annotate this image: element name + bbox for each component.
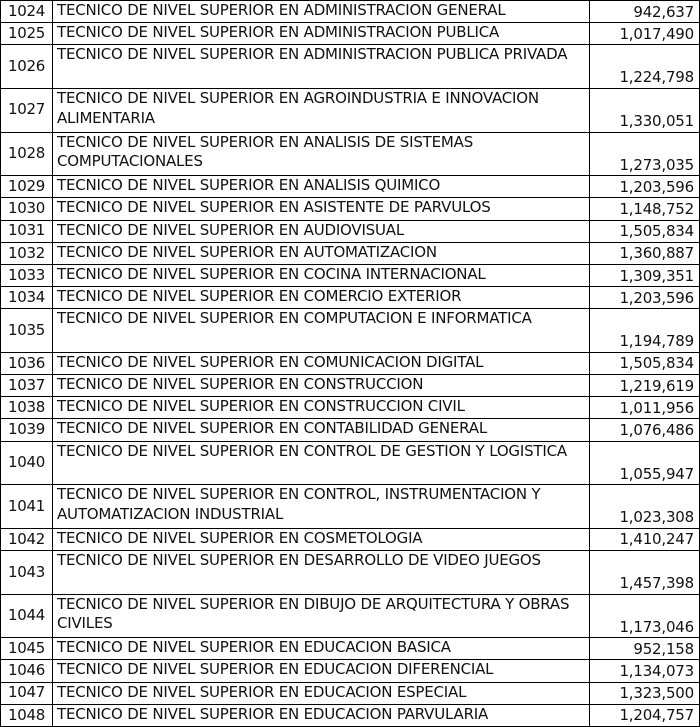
- row-code: 1024: [1, 1, 53, 23]
- row-code: 1026: [1, 45, 53, 89]
- row-amount: 1,023,308: [590, 485, 700, 529]
- row-name: TECNICO DE NIVEL SUPERIOR EN DIBUJO DE ARQUITECTURA Y OBRAS CIVILES: [53, 594, 590, 638]
- row-name: TECNICO DE NIVEL SUPERIOR EN COSMETOLOGIA: [53, 528, 590, 550]
- table-row: [1, 551, 700, 595]
- row-name: TECNICO DE NIVEL SUPERIOR EN COMERCIO EXTERIOR: [53, 287, 590, 309]
- row-amount: 1,134,073: [590, 660, 700, 682]
- table-row: [1, 45, 700, 89]
- row-code: 1048: [1, 704, 53, 726]
- row-amount: 1,203,596: [590, 176, 700, 198]
- table-row: [1, 375, 700, 397]
- row-code: 1036: [1, 352, 53, 374]
- row-code: 1030: [1, 198, 53, 220]
- table-row: [1, 176, 700, 198]
- row-code: 1045: [1, 638, 53, 660]
- table-row: [1, 352, 700, 374]
- row-name: TECNICO DE NIVEL SUPERIOR EN ASISTENTE DE PARVULOS: [53, 198, 590, 220]
- row-name: TECNICO DE NIVEL SUPERIOR EN CONTROL, INSTRUMENTACION Y AUTOMATIZACION INDUSTRIAL: [53, 485, 590, 529]
- row-name: TECNICO DE NIVEL SUPERIOR EN AUDIOVISUAL: [53, 220, 590, 242]
- row-amount: 1,224,798: [590, 45, 700, 89]
- table-row: [1, 264, 700, 286]
- row-amount: 1,194,789: [590, 309, 700, 353]
- table-body: [1, 1, 700, 727]
- table-row: [1, 287, 700, 309]
- row-code: 1044: [1, 594, 53, 638]
- row-amount: 1,505,834: [590, 352, 700, 374]
- row-code: 1040: [1, 441, 53, 485]
- table-row: [1, 682, 700, 704]
- row-name: TECNICO DE NIVEL SUPERIOR EN COMUNICACION DIGITAL: [53, 352, 590, 374]
- row-amount: 1,017,490: [590, 23, 700, 45]
- table-row: [1, 660, 700, 682]
- table-row: [1, 594, 700, 638]
- row-name: TECNICO DE NIVEL SUPERIOR EN CONTROL DE GESTION Y LOGISTICA: [53, 441, 590, 485]
- row-amount: 1,204,757: [590, 704, 700, 726]
- table-row: [1, 704, 700, 726]
- row-code: 1029: [1, 176, 53, 198]
- row-amount: 1,457,398: [590, 551, 700, 595]
- row-code: 1027: [1, 88, 53, 132]
- table-row: [1, 1, 700, 23]
- row-name: TECNICO DE NIVEL SUPERIOR EN ADMINISTRACION PUBLICA: [53, 23, 590, 45]
- row-amount: 1,076,486: [590, 419, 700, 441]
- row-name: TECNICO DE NIVEL SUPERIOR EN DESARROLLO DE VIDEO JUEGOS: [53, 551, 590, 595]
- table-row: [1, 419, 700, 441]
- row-name: TECNICO DE NIVEL SUPERIOR EN ANALISIS DE SISTEMAS COMPUTACIONALES: [53, 132, 590, 176]
- table-row: [1, 397, 700, 419]
- row-amount: 1,323,500: [590, 682, 700, 704]
- row-code: 1042: [1, 528, 53, 550]
- table-row: [1, 441, 700, 485]
- row-name: TECNICO DE NIVEL SUPERIOR EN ADMINISTRACION GENERAL: [53, 1, 590, 23]
- row-name: TECNICO DE NIVEL SUPERIOR EN EDUCACION DIFERENCIAL: [53, 660, 590, 682]
- row-name: TECNICO DE NIVEL SUPERIOR EN AUTOMATIZACION: [53, 242, 590, 264]
- row-code: 1039: [1, 419, 53, 441]
- table-row: [1, 309, 700, 353]
- row-code: 1032: [1, 242, 53, 264]
- row-amount: 1,410,247: [590, 528, 700, 550]
- table-row: [1, 88, 700, 132]
- row-amount: 1,360,887: [590, 242, 700, 264]
- row-amount: 1,219,619: [590, 375, 700, 397]
- row-code: 1028: [1, 132, 53, 176]
- row-name: TECNICO DE NIVEL SUPERIOR EN CONSTRUCCION CIVIL: [53, 397, 590, 419]
- table-row: [1, 132, 700, 176]
- row-amount: 1,309,351: [590, 264, 700, 286]
- row-name: TECNICO DE NIVEL SUPERIOR EN CONSTRUCCION: [53, 375, 590, 397]
- table-row: [1, 198, 700, 220]
- row-code: 1025: [1, 23, 53, 45]
- row-code: 1038: [1, 397, 53, 419]
- row-code: 1035: [1, 309, 53, 353]
- table-row: [1, 638, 700, 660]
- row-code: 1034: [1, 287, 53, 309]
- row-amount: 1,055,947: [590, 441, 700, 485]
- row-amount: 942,637: [590, 1, 700, 23]
- row-name: TECNICO DE NIVEL SUPERIOR EN AGROINDUSTRIA E INNOVACION ALIMENTARIA: [53, 88, 590, 132]
- row-name: TECNICO DE NIVEL SUPERIOR EN EDUCACION PARVULARIA: [53, 704, 590, 726]
- row-amount: 1,505,834: [590, 220, 700, 242]
- row-code: 1043: [1, 551, 53, 595]
- table-row: [1, 23, 700, 45]
- row-amount: 952,158: [590, 638, 700, 660]
- table-row: [1, 528, 700, 550]
- row-amount: 1,273,035: [590, 132, 700, 176]
- row-amount: 1,203,596: [590, 287, 700, 309]
- row-amount: 1,011,956: [590, 397, 700, 419]
- row-name: TECNICO DE NIVEL SUPERIOR EN ADMINISTRACION PUBLICA PRIVADA: [53, 45, 590, 89]
- row-amount: 1,173,046: [590, 594, 700, 638]
- row-name: TECNICO DE NIVEL SUPERIOR EN COMPUTACION E INFORMATICA: [53, 309, 590, 353]
- row-code: 1037: [1, 375, 53, 397]
- row-name: TECNICO DE NIVEL SUPERIOR EN EDUCACION BASICA: [53, 638, 590, 660]
- row-amount: 1,148,752: [590, 198, 700, 220]
- table-row: [1, 485, 700, 529]
- row-amount: 1,330,051: [590, 88, 700, 132]
- row-name: TECNICO DE NIVEL SUPERIOR EN ANALISIS QUIMICO: [53, 176, 590, 198]
- row-code: 1046: [1, 660, 53, 682]
- row-code: 1041: [1, 485, 53, 529]
- row-code: 1047: [1, 682, 53, 704]
- row-name: TECNICO DE NIVEL SUPERIOR EN CONTABILIDAD GENERAL: [53, 419, 590, 441]
- row-code: 1033: [1, 264, 53, 286]
- row-name: TECNICO DE NIVEL SUPERIOR EN EDUCACION ESPECIAL: [53, 682, 590, 704]
- table-row: [1, 220, 700, 242]
- table-row: [1, 242, 700, 264]
- row-code: 1031: [1, 220, 53, 242]
- row-name: TECNICO DE NIVEL SUPERIOR EN COCINA INTERNACIONAL: [53, 264, 590, 286]
